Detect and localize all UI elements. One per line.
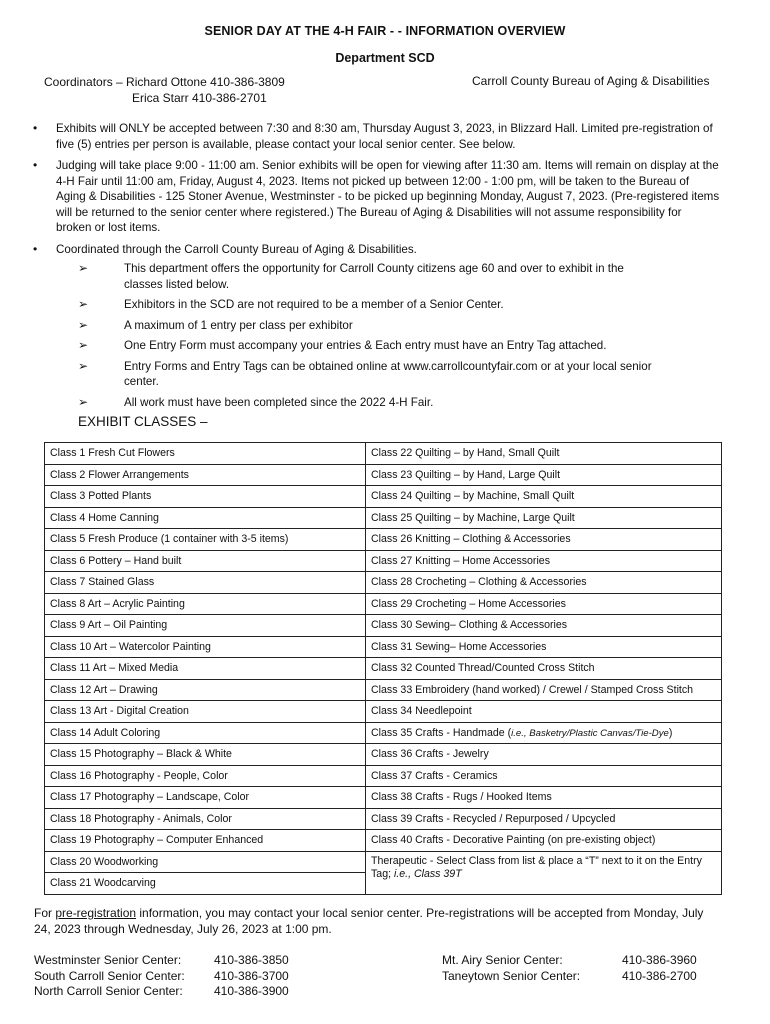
- class-cell: Class 23 Quilting – by Hand, Large Quilt: [366, 464, 722, 486]
- center-phone: 410-386-3960: [622, 953, 697, 967]
- class-cell: Class 22 Quilting – by Hand, Small Quilt: [366, 443, 722, 465]
- class-cell: Class 16 Photography - People, Color: [45, 765, 366, 787]
- arrow-icon: ➢: [78, 338, 89, 352]
- table-row: [45, 787, 722, 809]
- table-row: [45, 615, 722, 637]
- class-cell: Class 24 Quilting – by Machine, Small Quilt: [366, 486, 722, 508]
- center-phone: 410-386-3850: [214, 953, 289, 967]
- class-cell: Class 30 Sewing– Clothing & Accessories: [366, 615, 722, 637]
- sub-item: [56, 297, 664, 313]
- class-cell: Class 15 Photography – Black & White: [45, 744, 366, 766]
- contact-row: [34, 984, 289, 1000]
- class-cell: Class 36 Crafts - Jewelry: [366, 744, 722, 766]
- table-row: [45, 572, 722, 594]
- class-cell: Class 19 Photography – Computer Enhanced: [45, 830, 366, 852]
- class-cell: Class 28 Crocheting – Clothing & Accessories: [366, 572, 722, 594]
- class-cell: Class 11 Art – Mixed Media: [45, 658, 366, 680]
- center-name: South Carroll Senior Center:: [34, 968, 185, 983]
- class-cell: Class 17 Photography – Landscape, Color: [45, 787, 366, 809]
- class-cell: Class 1 Fresh Cut Flowers: [45, 443, 366, 465]
- center-name: North Carroll Senior Center:: [34, 984, 183, 998]
- table-row: [45, 443, 722, 465]
- class-cell: Class 20 Woodworking: [45, 851, 366, 873]
- sub-item-text: Exhibitors in the SCD are not required to be a member of a Senior Center.: [124, 298, 504, 311]
- class-cell: Class 26 Knitting – Clothing & Accessories: [366, 529, 722, 551]
- class-35-close: ): [668, 726, 673, 739]
- class-cell: Class 12 Art – Drawing: [45, 679, 366, 701]
- sub-item-text: This department offers the opportunity for Carroll County citizens age 60 and over to exhibit in the classes listed below.: [124, 262, 624, 291]
- table-row: [45, 744, 722, 766]
- class-cell: Class 34 Needlepoint: [366, 701, 722, 723]
- table-row: [45, 679, 722, 701]
- exhibit-classes-table: [44, 442, 722, 895]
- table-row: [45, 701, 722, 723]
- table-row: [45, 808, 722, 830]
- therapeutic-cell: [366, 851, 722, 894]
- class-cell: Class 40 Crafts - Decorative Painting (on pre-existing object): [366, 830, 722, 852]
- class-cell: Class 8 Art – Acrylic Painting: [45, 593, 366, 615]
- table-row: [45, 765, 722, 787]
- table-row: [45, 658, 722, 680]
- bullet-text: Coordinated through the Carroll County Bureau of Aging & Disabilities.: [56, 242, 417, 256]
- sub-item: [56, 338, 664, 354]
- info-bullets: [30, 121, 720, 416]
- coordinators-block: [44, 74, 285, 106]
- contact-row: [34, 953, 289, 969]
- contact-row: [442, 969, 697, 985]
- center-phone: 410-386-2700: [622, 968, 697, 983]
- class-cell: Class 5 Fresh Produce (1 container with 3-5 items): [45, 529, 366, 551]
- center-name: Westminster Senior Center:: [34, 953, 182, 967]
- class-cell: Class 4 Home Canning: [45, 507, 366, 529]
- class-cell: Class 25 Quilting – by Machine, Large Quilt: [366, 507, 722, 529]
- table-row: [45, 722, 722, 744]
- coordinator-line-1: Coordinators – Richard Ottone 410-386-3809: [44, 75, 285, 89]
- bullet-item: • Exhibits will ONLY be accepted between 7:30 and 8:30 am, Thursday August 3, 2023, in Blizzard Hall. Limited pre-registration of five (5) entries per person is available, please contact your local senior center. See below.: [30, 121, 720, 152]
- bullet-item: • Judging will take place 9:00 - 11:00 am. Senior exhibits will be open for viewing after 11:30 am. Items will remain on display at the 4-H Fair until 11:00 am, Friday, August 4, 2023. Items not picked up between 12:00 - 1:00 pm, will be taken to the Bureau of Aging & Disabilities - 125 Stoner Avenue, Westminster - to be picked up beginning Monday, August 7, 2023. (Pre-registered items will be returned to the senior center where registered.) The Bureau of Aging & Disabilities will not assume responsibility for broken or lost items.: [30, 158, 720, 236]
- class-cell: Class 7 Stained Glass: [45, 572, 366, 594]
- class-cell: Class 10 Art – Watercolor Painting: [45, 636, 366, 658]
- therapeutic-example: i.e., Class 39T: [393, 867, 462, 880]
- class-cell: Class 31 Sewing– Home Accessories: [366, 636, 722, 658]
- sub-item: [56, 395, 664, 411]
- pre-registration-emphasis: pre-registration: [55, 906, 137, 920]
- pre-registration-note: [34, 906, 714, 937]
- page-title: SENIOR DAY AT THE 4-H FAIR - - INFORMATION OVERVIEW: [204, 24, 566, 38]
- table-row: [45, 507, 722, 529]
- table-row: [45, 636, 722, 658]
- class-cell: Class 39 Crafts - Recycled / Repurposed / Upcycled: [366, 808, 722, 830]
- sub-item: [56, 318, 664, 334]
- center-phone: 410-386-3700: [214, 968, 289, 983]
- sub-item: [56, 261, 664, 292]
- class-cell: Class 13 Art - Digital Creation: [45, 701, 366, 723]
- class-cell: Class 6 Pottery – Hand built: [45, 550, 366, 572]
- table-row: [45, 830, 722, 852]
- class-cell: Class 29 Crocheting – Home Accessories: [366, 593, 722, 615]
- table-row: [45, 550, 722, 572]
- coordinator-line-2: Erica Starr 410-386-2701: [132, 91, 267, 105]
- class-cell: Class 14 Adult Coloring: [45, 722, 366, 744]
- class-cell: Class 27 Knitting – Home Accessories: [366, 550, 722, 572]
- table-row: [45, 464, 722, 486]
- bureau-name: Carroll County Bureau of Aging & Disabilities: [472, 74, 710, 88]
- arrow-icon: ➢: [78, 317, 89, 332]
- table-row: [45, 486, 722, 508]
- sub-item-text: A maximum of 1 entry per class per exhibitor: [124, 318, 353, 332]
- class-cell: Class 2 Flower Arrangements: [45, 464, 366, 486]
- footer-text-rest: information, you may contact your local senior center. Pre-registrations will be accepted from Monday, July 24, 2023 through Wednesday, July 26, 2023 at 1:00 pm.: [34, 906, 704, 936]
- footer-text-start: For: [34, 906, 56, 920]
- sub-list: [56, 261, 720, 410]
- table-row: [45, 593, 722, 615]
- contacts-right: [442, 953, 697, 984]
- class-cell: Class 21 Woodcarving: [45, 873, 366, 895]
- class-cell: Class 33 Embroidery (hand worked) / Crewel / Stamped Cross Stitch: [366, 679, 722, 701]
- class-cell: Class 38 Crafts - Rugs / Hooked Items: [366, 787, 722, 809]
- class-cell-35: [366, 722, 722, 744]
- arrow-icon: ➢: [78, 261, 89, 275]
- department-subtitle: Department SCD: [335, 51, 435, 65]
- contact-row: [34, 969, 289, 985]
- arrow-icon: ➢: [78, 394, 89, 409]
- bullet-item-coordinated: [30, 242, 720, 411]
- class-cell: Class 18 Photography - Animals, Color: [45, 808, 366, 830]
- class-cell: Class 3 Potted Plants: [45, 486, 366, 508]
- class-cell: Class 32 Counted Thread/Counted Cross Stitch: [366, 658, 722, 680]
- class-35-examples: i.e., Basketry/Plastic Canvas/Tie-Dye: [511, 727, 669, 739]
- therapeutic-text: Therapeutic - Select Class from list & place a “T” next to it on the Entry Tag;: [371, 854, 702, 880]
- sub-item-text: One Entry Form must accompany your entries & Each entry must have an Entry Tag attached.: [124, 339, 607, 352]
- class-35-text: Class 35 Crafts - Handmade (: [371, 726, 512, 739]
- contact-row: [442, 953, 697, 969]
- sub-item-text: All work must have been completed since the 2022 4-H Fair.: [124, 395, 434, 409]
- sub-item: [56, 359, 664, 390]
- center-name: Taneytown Senior Center:: [442, 968, 581, 983]
- contacts-left: [34, 953, 289, 1000]
- table-row: [45, 851, 722, 873]
- class-cell: Class 37 Crafts - Ceramics: [366, 765, 722, 787]
- arrow-icon: ➢: [78, 297, 89, 311]
- arrow-icon: ➢: [78, 358, 89, 373]
- class-cell: Class 9 Art – Oil Painting: [45, 615, 366, 637]
- sub-item-text: Entry Forms and Entry Tags can be obtained online at www.carrollcountyfair.com or at your local senior center.: [124, 359, 652, 388]
- center-name: Mt. Airy Senior Center:: [442, 953, 563, 967]
- exhibit-classes-heading: EXHIBIT CLASSES –: [78, 414, 208, 429]
- center-phone: 410-386-3900: [214, 984, 289, 998]
- table-row: [45, 529, 722, 551]
